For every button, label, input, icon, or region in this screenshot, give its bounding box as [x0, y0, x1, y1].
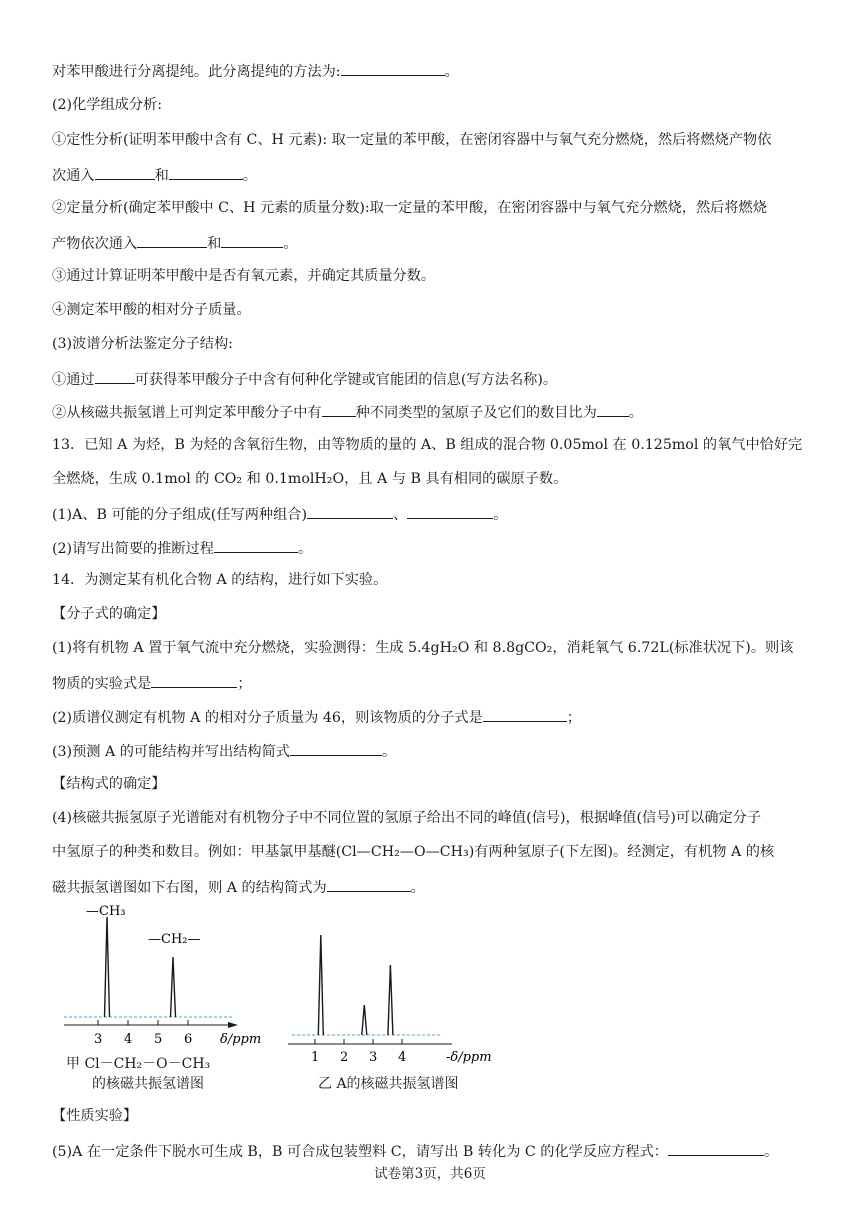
peak-label-ch2: —CH₂— [148, 932, 201, 947]
tick-label: 6 [184, 1032, 193, 1047]
peak-label-ch3: —CH₃ [86, 904, 126, 919]
text-line: 物质的实验式是 ； [52, 672, 812, 694]
text-line: (2)请写出简要的推断过程 。 [52, 537, 812, 559]
nmr-peak [388, 965, 393, 1035]
answer-blank[interactable] [322, 401, 356, 417]
section-heading: 【结构式的确定】 [52, 776, 166, 792]
text-line: 中氢原子的种类和数目。例如：甲基氯甲基醚(Cl—CH₂—O—CH₃)有两种氢原子(下左图)。经测定，有机物 A 的核 [52, 844, 775, 860]
nmr-peak [362, 1005, 367, 1035]
text-line: ②定量分析(确定苯甲酸中 C、H 元素的质量分数):取一定量的苯甲酸，在密闭容器中与氧气充分燃烧，然后将燃烧 [52, 200, 767, 216]
answer-blank[interactable] [483, 706, 567, 722]
caption-right: 乙 A的核磁共振氢谱图 [318, 1076, 459, 1092]
nmr-spectrum-left [60, 895, 270, 1055]
text-line: ③通过计算证明苯甲酸中是否有氧元素，并确定其质量分数。 [52, 268, 436, 284]
text-line: (3)预测 A 的可能结构并写出结构简式 。 [52, 740, 812, 762]
text-line: ④测定苯甲酸的相对分子质量。 [52, 302, 251, 318]
text-line: 14．为测定某有机化合物 A 的结构，进行如下实验。 [52, 572, 388, 588]
text-line: (1)A、B 可能的分子组成(任写两种组合) 、 。 [52, 503, 812, 525]
text-line: (1)将有机物 A 置于氧气流中充分燃烧，实验测得：生成 5.4gH₂O 和 8.8gCO₂，消耗氧气 6.72L(标准状况下)。则该 [52, 640, 794, 656]
tick-label: 4 [124, 1032, 133, 1047]
text-line: 13．已知 A 为烃，B 为烃的含氧衍生物，由等物质的量的 A、B 组成的混合物 0.05mol 在 0.125mol 的氧气中恰好完 [52, 437, 803, 453]
nmr-peak [318, 935, 323, 1035]
answer-blank[interactable] [95, 164, 155, 180]
axis-label: δ/ppm [220, 1032, 262, 1047]
answer-blank[interactable] [597, 401, 629, 417]
answer-blank[interactable] [214, 537, 298, 553]
text-line: 磁共振氢谱图如下右图，则 A 的结构简式为 。 [52, 876, 812, 898]
answer-blank[interactable] [407, 503, 493, 519]
text-line: (2)化学组成分析: [52, 97, 163, 113]
text-line: (5)A 在一定条件下脱水可生成 B，B 可合成包装塑料 C，请写出 B 转化为 C 的化学反应方程式： 。 [52, 1140, 812, 1162]
caption-left-1: 甲 Cl－CH₂－O－CH₃ [66, 1056, 211, 1072]
tick-label: 5 [154, 1032, 163, 1047]
text-line: ②从核磁共振氢谱上可判定苯甲酸分子中有 种不同类型的氢原子及它们的数目比为 。 [52, 401, 812, 423]
answer-blank[interactable] [307, 503, 393, 519]
nmr-right-svg [284, 920, 504, 1070]
text-line: 全燃烧，生成 0.1mol 的 CO₂ 和 0.1molH₂O，且 A 与 B 具有相同的碳原子数。 [52, 471, 568, 487]
answer-blank[interactable] [341, 60, 445, 76]
tick-label: 1 [311, 1050, 320, 1065]
text-line: (2)质谱仪测定有机物 A 的相对分子质量为 46，则该物质的分子式是 ； [52, 706, 812, 728]
caption-left-2: 的核磁共振氢谱图 [92, 1076, 204, 1092]
text-line: 对苯甲酸进行分离提纯。此分离提纯的方法为: 。 [52, 60, 812, 82]
answer-blank[interactable] [668, 1140, 764, 1156]
text-line: ①定性分析(证明苯甲酸中含有 C、H 元素): 取一定量的苯甲酸，在密闭容器中与氧气充分燃烧，然后将燃烧产物依 [52, 132, 772, 148]
text-line: ①通过 可获得苯甲酸分子中含有何种化学键或官能团的信息(写方法名称)。 [52, 368, 812, 390]
tick-label: 3 [94, 1032, 103, 1047]
page-footer: 试卷第3页，共6页 [374, 1166, 486, 1182]
section-heading: 【分子式的确定】 [52, 606, 166, 622]
answer-blank[interactable] [221, 232, 283, 248]
section-heading: 【性质实验】 [52, 1108, 138, 1124]
text-line: 产物依次通入 和 。 [52, 232, 812, 254]
nmr-peak [105, 917, 110, 1017]
answer-blank[interactable] [151, 672, 237, 688]
answer-blank[interactable] [327, 876, 411, 892]
axis-label: -δ/ppm [446, 1050, 492, 1065]
nmr-peak [171, 957, 176, 1017]
axis-arrow [228, 1022, 238, 1028]
answer-blank[interactable] [169, 164, 243, 180]
tick-label: 2 [340, 1050, 349, 1065]
text-line: 次通入 和 。 [52, 164, 812, 186]
nmr-left-svg [60, 895, 270, 1055]
text-line: (3)波谱分析法鉴定分子结构: [52, 336, 233, 352]
nmr-spectrum-right [284, 920, 504, 1070]
answer-blank[interactable] [137, 232, 207, 248]
tick-label: 3 [369, 1050, 378, 1065]
answer-blank[interactable] [95, 368, 135, 384]
text-line: (4)核磁共振氢原子光谱能对有机物分子中不同位置的氢原子给出不同的峰值(信号)，根据峰值(信号)可以确定分子 [52, 810, 762, 826]
tick-label: 4 [398, 1050, 407, 1065]
answer-blank[interactable] [290, 740, 382, 756]
